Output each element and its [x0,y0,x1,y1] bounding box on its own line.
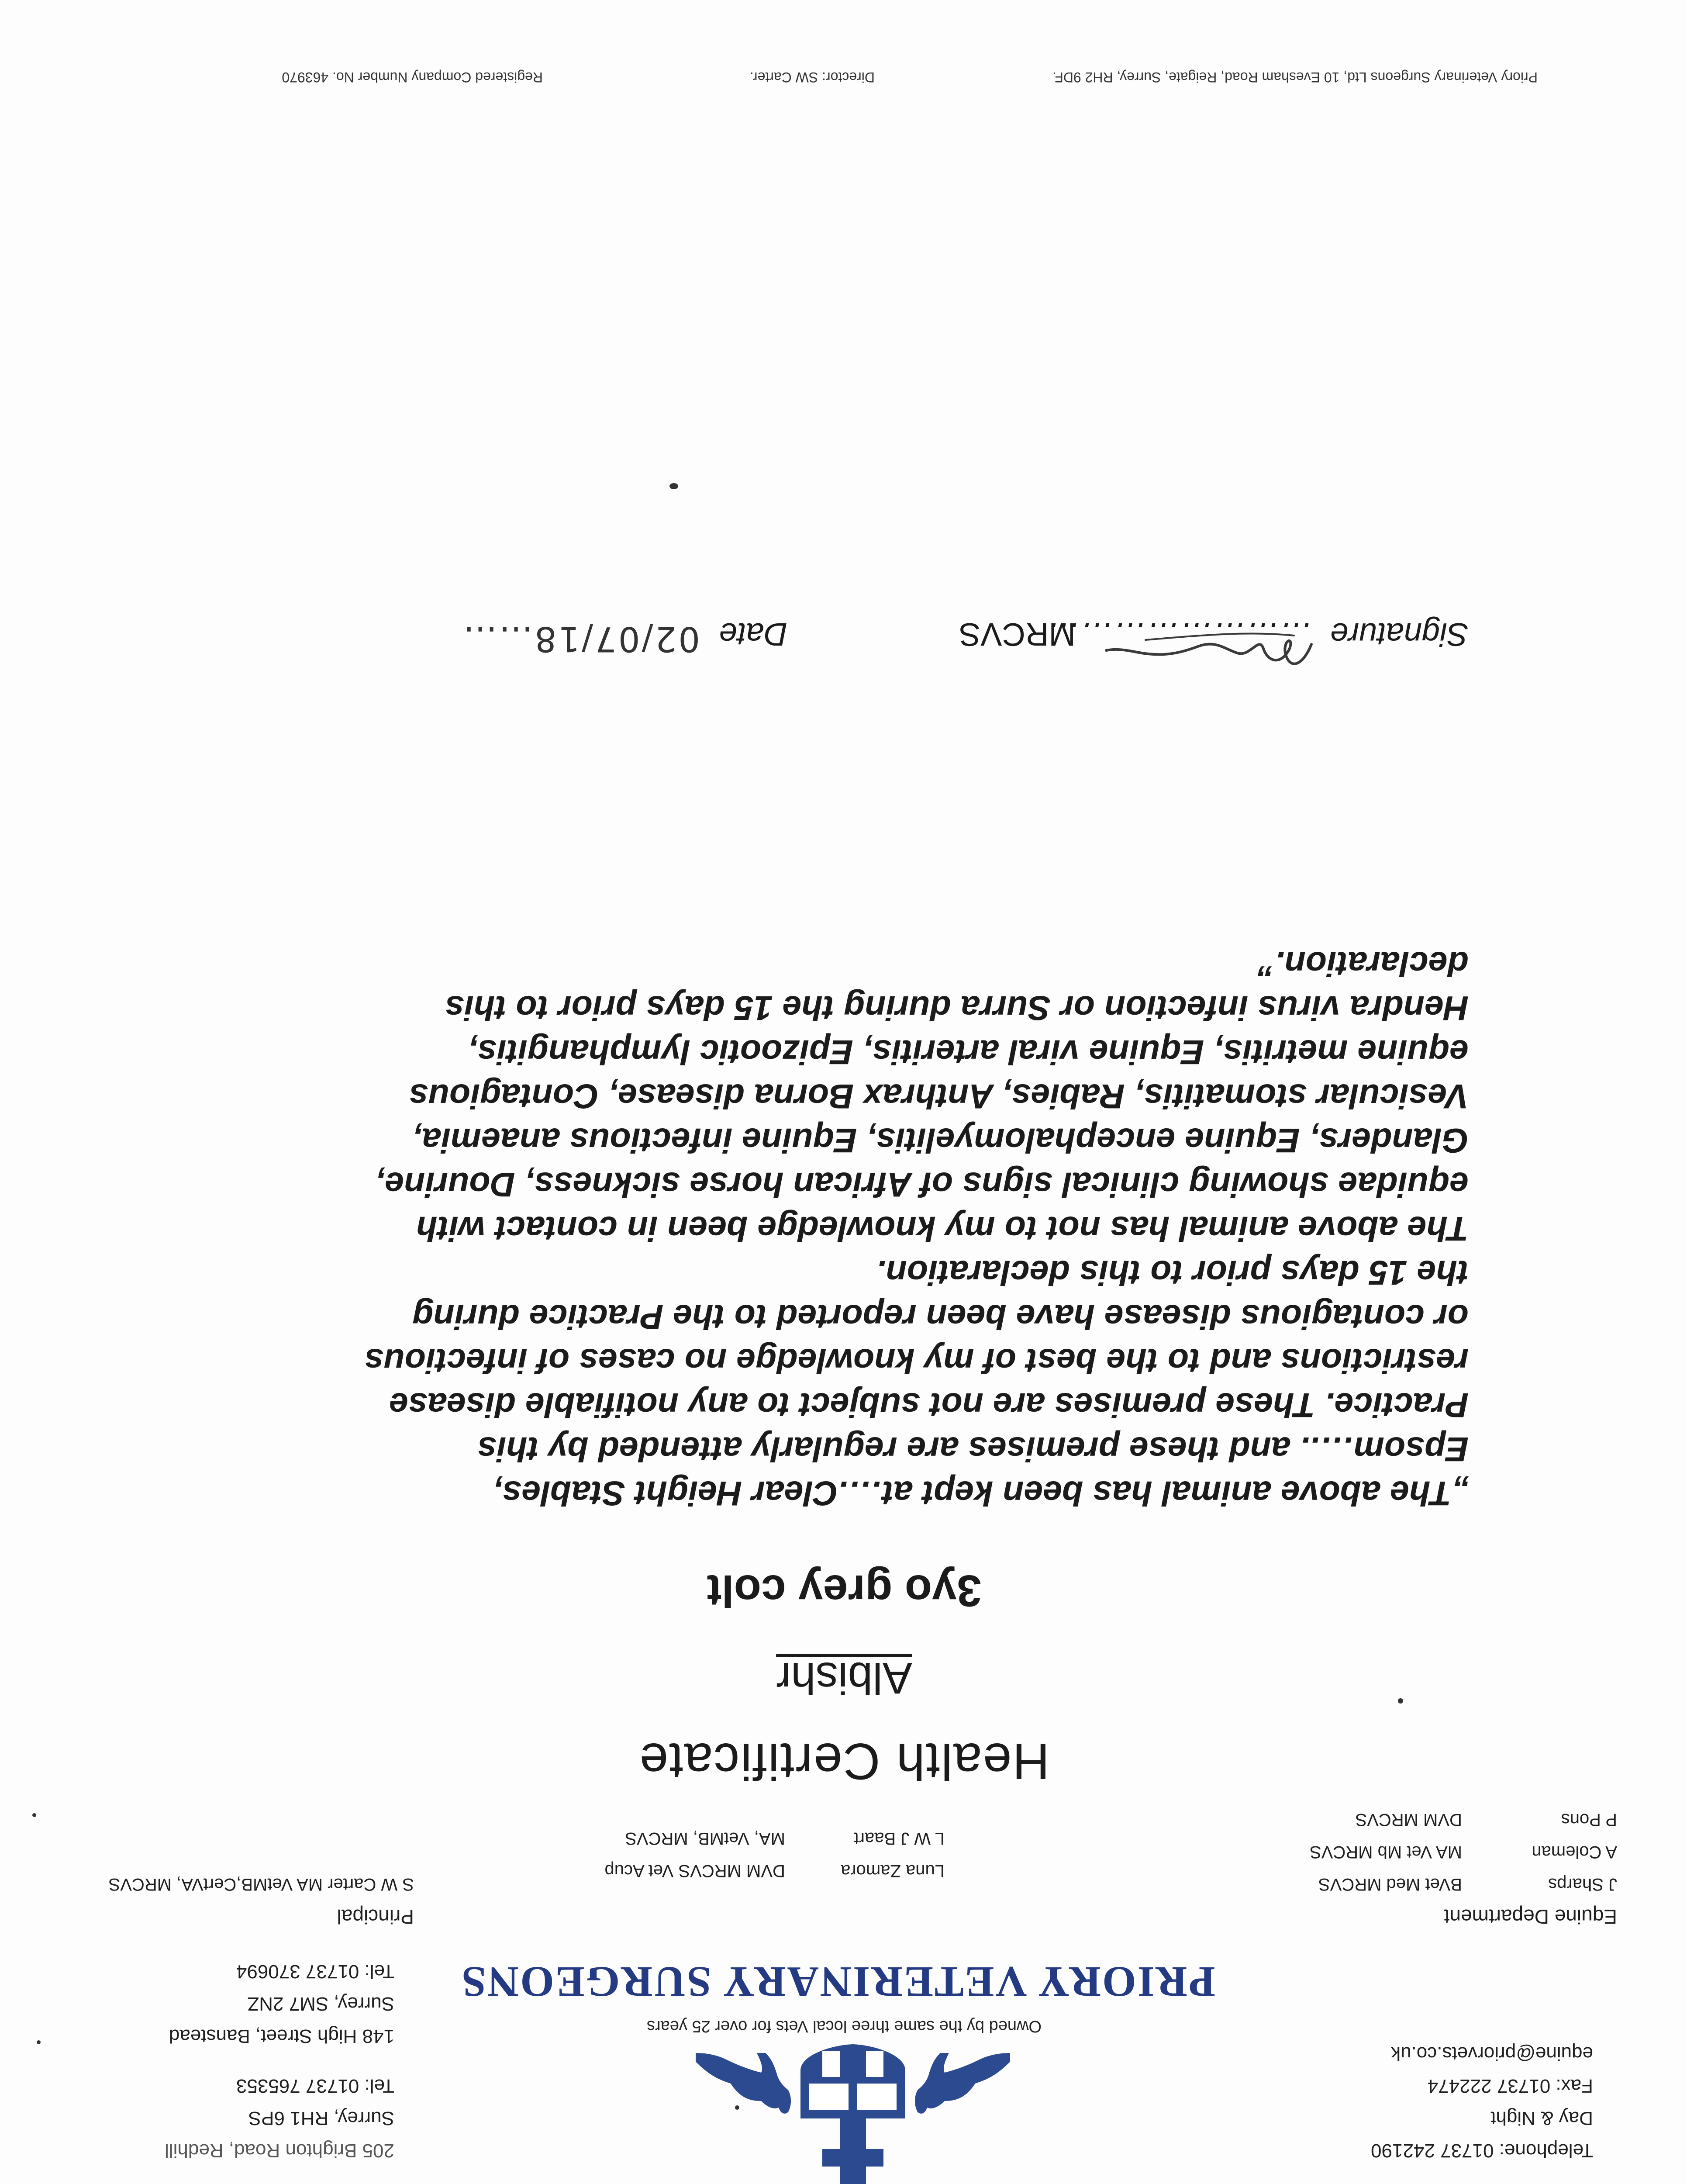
signature-line: …………………… [1046,616,1311,653]
signature-label: Signature [1330,616,1469,653]
signature-post-nominal: MRCVS [959,616,1076,653]
scan-speck [1398,1698,1403,1704]
scan-speck [669,483,678,489]
declaration-text [132,942,1469,1516]
email-address: equine@priorvets.co.uk [1391,2043,1593,2064]
declaration-line: equine metritis, Equine viral arteritis, Epizootic lymphangitis, [468,1033,1469,1072]
staff-row: S W Carter MA VetMB,CertVA, MRCVS [108,1875,414,1894]
banstead-telephone: Tel: 01737 370694 [236,1961,394,1982]
staff-row: Luna ZamoraDVM MRCVS Vet Acup [604,1861,945,1880]
declaration-line: Glanders, Equine encephalomyelitis, Equine infectious anaemia, [412,1121,1469,1160]
date-label: Date [719,616,787,653]
declaration-line: declaration.” [1258,945,1469,984]
branch-addresses [10,1955,394,2167]
footer-registered-address: Priory Veterinary Surgeons Ltd, 10 Evesham Road, Reigate, Surrey, RH2 9DF. [1052,69,1538,85]
declaration-line: „The above animal has been kept at….Clear Height Stables, [493,1474,1469,1513]
horse-description: 3yo grey colt [707,1566,982,1616]
declaration-line: Epsom….. and these premises are regularly attended by this [477,1430,1469,1469]
scan-speck [32,1813,36,1817]
certificate-title: Health Certificate [638,1732,1050,1790]
principal-heading: Principal [337,1905,414,1928]
contact-details [1069,2037,1593,2167]
declaration-line: equidae showing clinical signs of African horse sickness, Dourine, [375,1165,1469,1204]
veterinary-staff [605,1822,945,1887]
declaration-line: restrictions and to the best of my knowledge no cases of infectious [364,1342,1469,1381]
practice-name: PRIORY VETERINARY SURGEONS [460,1958,1215,2006]
scan-speck [735,2105,739,2110]
staff-row: J SharpsBVet Med MRCVS [1318,1875,1617,1894]
equine-department-heading: Equine Department [1444,1905,1617,1928]
declaration-line: Practice. These premises are not subject to any notifiable disease [389,1386,1469,1425]
declaration-line: The above animal has not to my knowledge been in contact with [416,1209,1469,1248]
staff-row: L W J BaartMA, VetMB, MRCVS [625,1829,945,1848]
date-value: 02/07/18…… [461,619,700,658]
staff-row: P PonsDVM MRCVS [1355,1810,1617,1829]
branch-telephone: Tel: 01737 765353 [236,2075,394,2097]
banstead-address-street: 148 High Street, Banstead [169,2025,394,2047]
practice-crest-logo [691,2044,1014,2184]
horse-name: Albishr [776,1653,912,1703]
scan-speck [37,2040,41,2044]
declaration-line: the 15 days prior to this declaration. [876,1254,1469,1292]
declaration-line: Hendra virus infection or Surra during the 15 days prior to this [445,989,1469,1028]
declaration-line: Vesicular stomatitis, Rabies, Anthrax Borna disease, Contagious [409,1077,1469,1116]
branch-address-region: Surrey, RH1 6PS [248,2108,394,2129]
telephone-number: Telephone: 01737 242190 [1371,2140,1593,2161]
banstead-address-region: Surrey, SM7 2NZ [247,1993,394,2015]
declaration-line: or contagious disease have been reported to the Practice during [412,1298,1469,1337]
footer-company-number: Registered Company Number No. 463970 [282,69,543,85]
principal-staff [109,1868,414,1933]
practice-tagline: Owned by the same three local Vets for over 25 years [646,2017,1042,2035]
staff-row: A ColemanMA Vet Mb MRCVS [1310,1842,1617,1862]
branch-address-street: 205 Brighton Road, Redhill [165,2140,394,2161]
footer-director: Director: SW Carter. [749,69,875,85]
equine-department-staff [1310,1804,1617,1933]
handwritten-signature [1102,622,1320,684]
signature-row [159,605,1469,658]
day-night-label: Day & Night [1490,2108,1593,2129]
fax-number: Fax: 01737 222474 [1427,2075,1593,2097]
